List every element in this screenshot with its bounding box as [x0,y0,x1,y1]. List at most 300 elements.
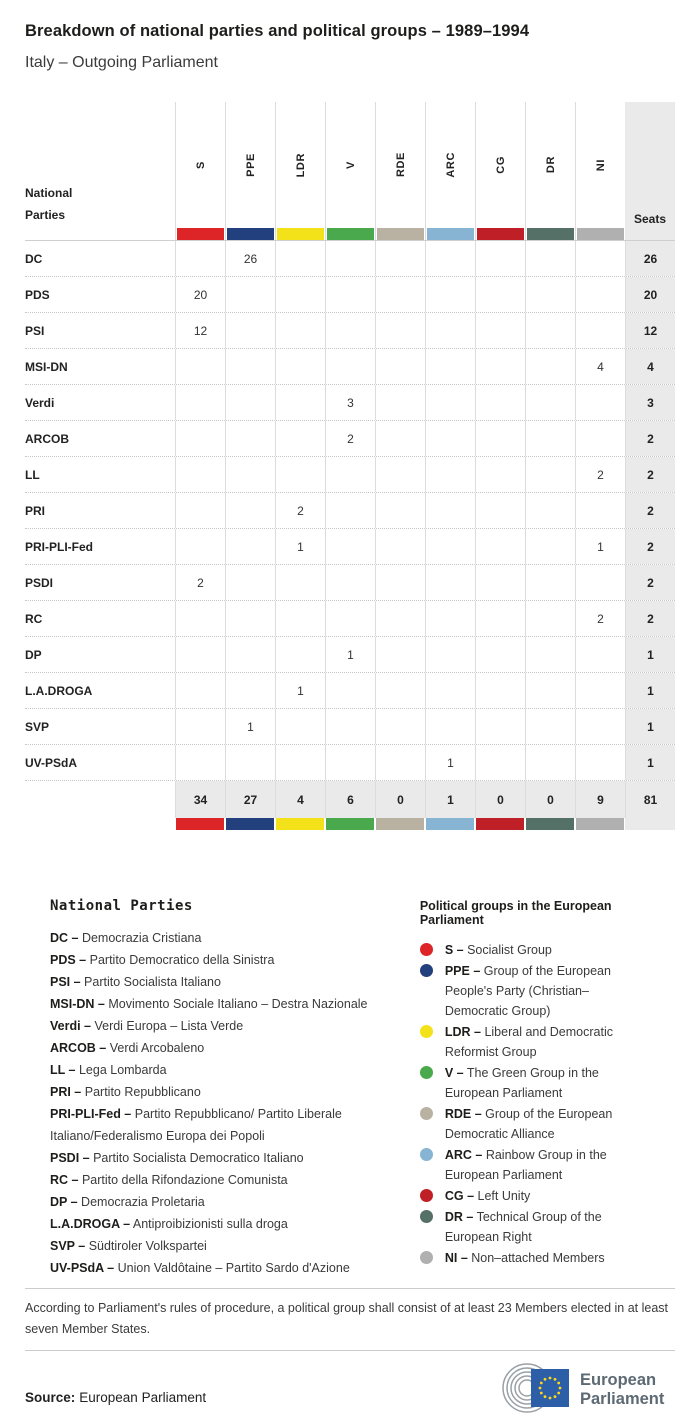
group-legend-text [445,961,650,1021]
seat-cell-ppe: 1 [225,709,275,744]
group-column-header-ni [575,102,625,240]
seat-cell-dr [525,277,575,312]
party-abbr: ARCOB – [50,1041,107,1055]
group-column-label: RDE [394,152,407,178]
seat-cell-ppe [225,457,275,492]
seat-cell-ni [575,421,625,456]
seat-cell-arc [425,349,475,384]
group-color-dot [420,1107,433,1120]
seat-cell-ni [575,637,625,672]
party-abbr: SVP – [50,1239,86,1253]
bottom-bar-cell-cg [475,818,525,830]
seat-cell-ldr [275,241,325,276]
seat-cell-ldr [275,745,325,780]
group-legend-item [420,1145,650,1185]
seat-cell-rde [375,457,425,492]
table-row-pri-pli-fed [25,529,675,565]
source-label: Source: [25,1390,76,1405]
seat-cell-arc [425,601,475,636]
seat-cell-ni: 2 [575,601,625,636]
seat-cell-rde [375,565,425,600]
seats-bar-spacer [625,818,675,830]
party-abbr: RC – [50,1173,79,1187]
seat-cell-s [175,385,225,420]
seat-cell-rde [375,385,425,420]
group-name: The Green Group in the European Parliament [444,1066,599,1100]
group-color-dot [420,1025,433,1038]
seat-cell-ni [575,493,625,528]
group-column-label: ARC [444,152,457,178]
group-color-dot [420,943,433,956]
seat-cell-dr [525,745,575,780]
party-legend-list [50,927,400,1279]
group-color-dot [420,1189,433,1202]
party-label: PDS [25,287,50,302]
bottom-bar-cell-dr [525,818,575,830]
party-label: ARCOB [25,431,69,446]
seat-cell-dr [525,457,575,492]
party-legend-item [50,1059,400,1081]
seat-cell-rde [375,529,425,564]
bottom-bar-cell-ldr [275,818,325,830]
group-legend-text [445,940,552,960]
seat-cell-rde [375,277,425,312]
group-color-bar [476,818,524,830]
seat-cell-ppe [225,673,275,708]
source-row [25,1359,675,1414]
group-total-arc: 1 [425,781,475,818]
group-legend-text [445,1207,650,1247]
row-seats-total: 2 [625,457,675,492]
row-seats-total: 12 [625,313,675,348]
seat-cell-ldr: 1 [275,673,325,708]
seat-cell-ni: 1 [575,529,625,564]
table-row-dc [25,241,675,277]
group-color-bar [226,818,274,830]
seats-column-header: Seats [625,102,675,240]
group-color-dot [420,1066,433,1079]
seat-cell-s [175,673,225,708]
party-legend-item [50,1257,400,1279]
seat-cell-ni: 4 [575,349,625,384]
group-color-dot [420,1251,433,1264]
party-legend-item [50,1103,400,1147]
group-label-wrap [176,102,225,228]
seat-cell-ppe [225,277,275,312]
seat-cell-s [175,421,225,456]
seat-cell-arc [425,385,475,420]
party-legend-item [50,949,400,971]
seat-cell-s [175,457,225,492]
seats-table [25,102,675,830]
party-label: PSI [25,323,45,338]
party-abbr: LL – [50,1063,76,1077]
group-color-dot [420,964,433,977]
group-total-ppe: 27 [225,781,275,818]
seat-cell-cg [475,709,525,744]
party-legend-item [50,1037,400,1059]
seat-cell-ppe [225,313,275,348]
seat-cell-ni: 2 [575,457,625,492]
table-row-pri [25,493,675,529]
seat-cell-ppe [225,349,275,384]
party-legend-item [50,1081,400,1103]
seat-cell-ppe [225,745,275,780]
seat-cell-rde [375,493,425,528]
bar-spacer [25,818,175,830]
group-name: Group of the European People's Party (Christian–Democratic Group) [444,964,611,1018]
group-total-ldr: 4 [275,781,325,818]
source-line [25,1390,206,1405]
party-name: Movimento Sociale Italiano – Destra Nazionale [104,997,368,1011]
party-name: Südtiroler Volkspartei [85,1239,207,1253]
row-seats-total: 2 [625,421,675,456]
seat-cell-dr [525,421,575,456]
divider-bottom [25,1350,675,1351]
group-color-bar [327,228,374,240]
legend-section [25,898,675,1279]
totals-row [25,781,675,818]
row-seats-total: 20 [625,277,675,312]
seat-cell-dr [525,673,575,708]
group-color-bar [577,228,624,240]
bottom-bar-cell-ppe [225,818,275,830]
group-legend-text [445,1104,650,1144]
seat-cell-arc [425,457,475,492]
seat-cell-ppe [225,385,275,420]
party-name: Verdi Europa – Lista Verde [91,1019,244,1033]
seat-cell-cg [475,241,525,276]
table-row-msi-dn [25,349,675,385]
group-column-header-dr [525,102,575,240]
group-legend-text [445,1186,530,1206]
seat-cell-rde [375,349,425,384]
party-legend-item [50,1235,400,1257]
seat-cell-arc [425,637,475,672]
row-seats-total: 1 [625,637,675,672]
seat-cell-ldr [275,565,325,600]
group-label-wrap [226,102,275,228]
seat-cell-ldr [275,637,325,672]
seat-cell-cg [475,421,525,456]
group-name: Liberal and Democratic Reformist Group [444,1025,613,1059]
seat-cell-cg [475,601,525,636]
group-legend-item [420,1063,650,1103]
group-label-wrap [376,102,425,228]
group-column-label: NI [594,158,607,172]
seat-cell-ldr: 1 [275,529,325,564]
seat-cell-ni [575,241,625,276]
seat-cell-rde [375,241,425,276]
seat-cell-ppe [225,493,275,528]
seat-cell-s [175,493,225,528]
group-abbr: V – [444,1066,464,1080]
seat-cell-ldr [275,349,325,384]
group-column-header-arc [425,102,475,240]
seat-cell-cg [475,493,525,528]
table-row-l.a.droga [25,673,675,709]
party-name: Partito Repubblicano [81,1085,201,1099]
seat-cell-rde [375,313,425,348]
seat-cell-arc [425,709,475,744]
row-seats-total: 2 [625,493,675,528]
party-legend-item [50,1169,400,1191]
party-legend-item [50,1147,400,1169]
bottom-bar-cell-ni [575,818,625,830]
row-header-line1: National [25,186,73,200]
party-legend-item [50,1213,400,1235]
group-abbr: ARC – [444,1148,483,1162]
seat-cell-s [175,601,225,636]
group-legend-text [445,1145,650,1185]
party-legend [50,898,420,1279]
party-abbr: PRI – [50,1085,82,1099]
group-legend-item [420,961,650,1021]
bottom-bar-cell-rde [375,818,425,830]
group-color-dot [420,1210,433,1223]
seat-cell-rde [375,673,425,708]
party-name: Partito Democratico della Sinistra [86,953,275,967]
table-row-ll [25,457,675,493]
party-label: Verdi [25,395,55,410]
party-label: L.A.DROGA [25,683,93,698]
group-color-bar [576,818,624,830]
seat-cell-dr [525,565,575,600]
seat-cell-s [175,529,225,564]
seat-cell-v [325,241,375,276]
table-row-psi [25,313,675,349]
party-legend-item [50,927,400,949]
bottom-color-bar-row [25,818,675,830]
group-color-bar [426,818,474,830]
seat-cell-ppe [225,565,275,600]
seat-cell-dr [525,493,575,528]
party-name: Democrazia Cristiana [78,931,202,945]
seat-cell-s [175,241,225,276]
group-legend-list [420,940,650,1268]
party-abbr: PSI – [50,975,81,989]
group-abbr: DR – [444,1210,474,1224]
seat-cell-cg [475,277,525,312]
group-legend-item [420,1207,650,1247]
seat-cell-v [325,565,375,600]
group-label-wrap [276,102,325,228]
group-label-wrap [526,102,575,228]
party-label: LL [25,467,40,482]
group-column-label: V [344,161,357,169]
party-label: PRI-PLI-Fed [25,539,93,554]
group-color-bar [326,818,374,830]
row-seats-total: 2 [625,565,675,600]
group-column-label: PPE [244,153,257,177]
party-legend-item [50,1191,400,1213]
source-value: European Parliament [79,1390,207,1405]
party-abbr: PRI-PLI-Fed – [50,1107,132,1121]
row-seats-total: 1 [625,709,675,744]
seat-cell-cg [475,529,525,564]
seat-cell-arc [425,493,475,528]
group-color-bar [177,228,224,240]
group-total-cg: 0 [475,781,525,818]
seat-cell-cg [475,565,525,600]
row-seats-total: 1 [625,745,675,780]
group-color-bar [377,228,424,240]
seat-cell-s [175,637,225,672]
table-row-rc [25,601,675,637]
seat-cell-ldr [275,277,325,312]
seat-cell-arc [425,529,475,564]
party-label: MSI-DN [25,359,68,374]
row-seats-total: 2 [625,529,675,564]
group-total-s: 34 [175,781,225,818]
party-abbr: L.A.DROGA – [50,1217,131,1231]
group-column-label: DR [544,156,557,174]
seat-cell-dr [525,637,575,672]
seat-cell-ni [575,673,625,708]
group-color-bar [176,818,224,830]
seat-cell-v: 2 [325,421,375,456]
seat-cell-cg [475,457,525,492]
group-abbr: S – [444,943,464,957]
totals-spacer [25,781,175,818]
seat-cell-rde [375,421,425,456]
seat-cell-s [175,745,225,780]
party-abbr: UV-PSdA – [50,1261,115,1275]
seat-cell-rde [375,745,425,780]
group-color-bar [526,818,574,830]
seat-cell-ldr [275,313,325,348]
seat-cell-rde [375,637,425,672]
page-subtitle: Italy – Outgoing Parliament [25,54,218,71]
bottom-bar-cell-arc [425,818,475,830]
group-legend-text [445,1248,605,1268]
group-label-wrap [426,102,475,228]
row-header-cell [25,102,175,240]
group-label-wrap [326,102,375,228]
group-abbr: CG – [444,1189,475,1203]
group-color-bar [376,818,424,830]
party-label: RC [25,611,43,626]
group-name: Socialist Group [463,943,552,957]
seat-cell-arc: 1 [425,745,475,780]
party-name: Partito Socialista Italiano [80,975,221,989]
seat-cell-arc [425,565,475,600]
group-total-ni: 9 [575,781,625,818]
seat-cell-ldr: 2 [275,493,325,528]
group-color-bar [276,818,324,830]
divider-top [25,1288,675,1289]
seat-cell-cg [475,349,525,384]
party-abbr: PSDI – [50,1151,90,1165]
row-seats-total: 4 [625,349,675,384]
group-label-wrap [576,102,625,228]
party-label: SVP [25,719,50,734]
group-color-bar [277,228,324,240]
seat-cell-ldr [275,709,325,744]
bottom-bar-cell-s [175,818,225,830]
party-abbr: PDS – [50,953,87,967]
seat-cell-ni [575,709,625,744]
party-name: Partito della Rifondazione Comunista [78,1173,288,1187]
group-abbr: RDE – [444,1107,482,1121]
party-legend-heading: National Parties [50,898,193,914]
table-row-pds [25,277,675,313]
seat-cell-v [325,529,375,564]
seat-cell-dr [525,601,575,636]
table-row-psdi [25,565,675,601]
group-column-header-ldr [275,102,325,240]
seat-cell-v [325,313,375,348]
european-parliament-logo [485,1359,675,1414]
seat-cell-s: 2 [175,565,225,600]
seat-cell-v [325,745,375,780]
table-row-verdi [25,385,675,421]
seat-cell-arc [425,241,475,276]
seat-cell-v [325,457,375,492]
group-legend-text [445,1022,650,1062]
group-column-label: CG [494,156,507,174]
group-name: Technical Group of the European Right [444,1210,602,1244]
group-legend-item [420,1104,650,1144]
seat-cell-v [325,673,375,708]
group-column-header-ppe [225,102,275,240]
seat-cell-s: 20 [175,277,225,312]
seat-cell-ppe: 26 [225,241,275,276]
group-column-header-v [325,102,375,240]
table-row-svp [25,709,675,745]
party-label: DC [25,251,43,266]
group-color-bar [477,228,524,240]
seat-cell-dr [525,313,575,348]
group-column-label: LDR [294,152,307,178]
footer [25,1288,675,1414]
party-abbr: DP – [50,1195,78,1209]
seat-cell-cg [475,313,525,348]
group-column-header-cg [475,102,525,240]
party-name: Democrazia Proletaria [77,1195,205,1209]
seat-cell-ldr [275,421,325,456]
row-header-line2: Parties [25,208,66,222]
group-name: Left Unity [474,1189,531,1203]
group-color-bar [227,228,274,240]
grand-total-seats: 81 [625,781,675,818]
seat-cell-v: 1 [325,637,375,672]
party-legend-item [50,1015,400,1037]
seat-cell-v [325,349,375,384]
table-row-uv-psda [25,745,675,781]
table-body [25,241,675,830]
seat-cell-ni [575,745,625,780]
seat-cell-ldr [275,601,325,636]
seat-cell-v: 3 [325,385,375,420]
party-name: Verdi Arcobaleno [106,1041,205,1055]
table-row-dp [25,637,675,673]
seat-cell-cg [475,385,525,420]
party-legend-item [50,971,400,993]
seat-cell-dr [525,349,575,384]
logo-text: European Parliament [580,1371,665,1408]
seat-cell-v [325,709,375,744]
group-color-dot [420,1148,433,1161]
row-seats-total: 1 [625,673,675,708]
seat-cell-s: 12 [175,313,225,348]
row-seats-total: 3 [625,385,675,420]
group-legend-item [420,1186,650,1206]
seat-cell-ppe [225,529,275,564]
party-name: Partito Socialista Democratico Italiano [89,1151,304,1165]
seat-cell-arc [425,313,475,348]
party-name: Partito Repubblicano/ Partito Liberale Italiano/Federalismo Europa dei Popoli [50,1107,342,1143]
